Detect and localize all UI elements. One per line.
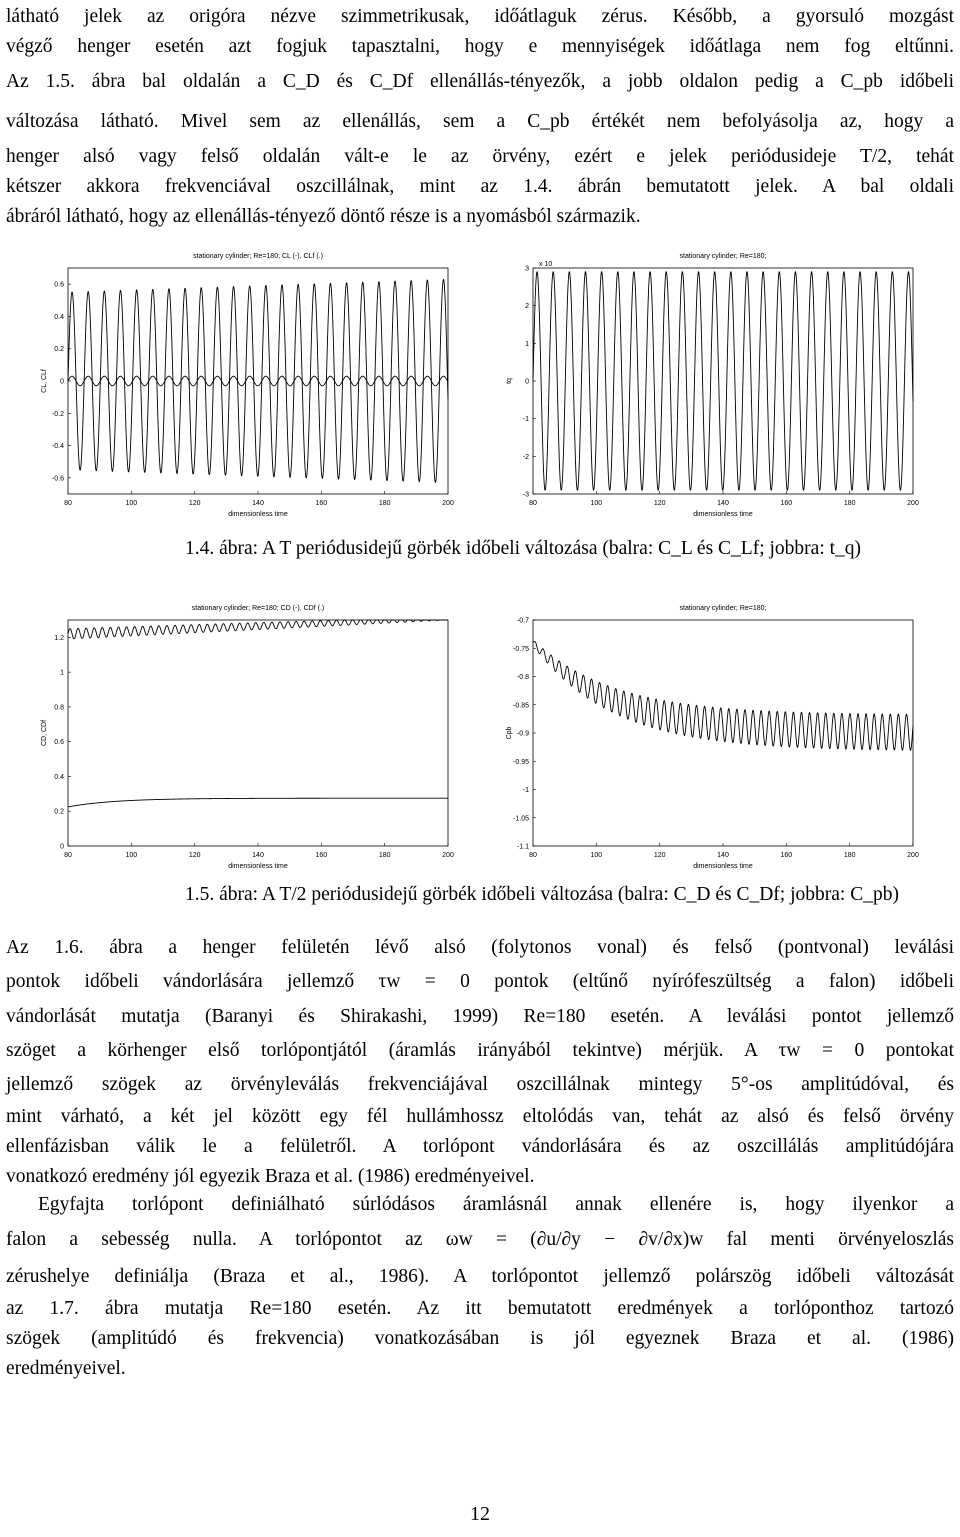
figure-1-4-caption: 1.4. ábra: A T periódusidejű görbék időbeli változása (balra: C_L és C_Lf; jobbra: t_q) (185, 538, 862, 559)
y-tick-label: -0.2 (51, 410, 64, 418)
body-paragraph-2 (6, 1190, 954, 1384)
x-tick-label: 100 (125, 852, 138, 859)
x-tick-label: 80 (529, 852, 537, 859)
y-tick-label: -1 (522, 787, 529, 794)
body-line-5: jellemző szögek az örvényleválás frekvenciájával oszcillálnak mintegy 5°-os amplitúdóval, és (6, 1074, 954, 1095)
y-tick-label: 0.4 (54, 773, 64, 781)
y-tick-label: 0 (60, 843, 64, 851)
y-axis-label: CL, CLf (41, 369, 48, 393)
body2-line-1: Egyfajta torlópont definiálható súrlódásos áramlásnál annak ellenére is, hogy ilyenkor a (38, 1194, 954, 1215)
x-tick-label: 180 (378, 500, 391, 507)
y-tick-label: -0.75 (513, 645, 529, 653)
x-tick-label: 160 (315, 852, 328, 859)
x-axis-label: dimensionless time (693, 511, 753, 518)
y-tick-label: 0 (60, 378, 64, 386)
series-line-CD (68, 620, 448, 639)
body2-line-3: zérushelye definiálja (Braza et al., 1986). A torlópontot jellemző polárszög időbeli változását (6, 1266, 954, 1287)
x-axis-label: dimensionless time (693, 863, 753, 870)
figure-1-5-caption: 1.5. ábra: A T/2 periódusidejű görbék időbeli változása (balra: C_D és C_Df; jobbra: C_pb) (185, 884, 899, 905)
plot-frame (68, 620, 448, 846)
chart-title: stationary cylinder; Re=180; CD (-), CDf (.) (191, 605, 325, 612)
body2-line-5: szögek (amplitúdó és frekvencia) vonatkozásában is jól egyeznek Braza et al. (1986) (6, 1328, 954, 1349)
body2-line-6: eredményeivel. (6, 1358, 126, 1379)
body2-line-4: az 1.7. ábra mutatja Re=180 esetén. Az itt bemutatott eredmények a torlóponthoz tartozó (6, 1298, 954, 1319)
x-tick-label: 180 (843, 852, 856, 859)
chart-cl-clf-svg (40, 240, 455, 525)
x-tick-label: 120 (653, 500, 666, 507)
x-tick-label: 180 (843, 500, 856, 507)
y-tick-label: 0.2 (54, 808, 64, 816)
body-line-3: vándorlását mutatja (Baranyi és Shirakashi, 1999) Re=180 esetén. A leválási pontot jellemző (6, 1006, 954, 1027)
y-tick-label: 0 (525, 378, 529, 386)
body-paragraph-1 (6, 932, 954, 1192)
body-line-7: ellenfázisban válik le a felületről. A torlópont vándorlására és az oszcillálás amplitúdójára (6, 1136, 954, 1157)
body-line-6: mint várható, a két jel között egy fél hullámhossz eltolódás van, tehát az alsó és felső örvény (6, 1106, 954, 1127)
y-tick-label: 0.4 (54, 313, 64, 321)
intro-line-3: Az 1.5. ábra bal oldalán a C_D és C_Df ellenállás-tényezők, a jobb oldalon pedig a C_pb időbeli (6, 71, 954, 92)
y-tick-label: 0.6 (54, 739, 64, 747)
x-tick-label: 160 (315, 500, 328, 507)
y-tick-label: 1 (525, 340, 529, 348)
x-tick-label: 80 (64, 500, 72, 507)
y-tick-label: 0.6 (54, 281, 64, 289)
x-tick-label: 100 (125, 500, 138, 507)
chart-cd-cdf (40, 592, 455, 877)
x-tick-label: 140 (252, 500, 264, 507)
x-axis-label: dimensionless time (228, 863, 288, 870)
x-tick-label: 120 (188, 500, 201, 507)
chart-tq (505, 240, 920, 525)
body2-line-2: falon a sebesség nulla. A torlópontot az ωw = (∂u/∂y − ∂v/∂x)w fal menti örvényeloszlás (6, 1229, 954, 1250)
y-tick-label: 0.8 (54, 704, 64, 712)
y-tick-label: 2 (525, 303, 529, 311)
y-axis-label: Cpb (506, 726, 513, 740)
y-tick-label: -0.9 (516, 730, 529, 738)
x-tick-label: 160 (780, 500, 793, 507)
chart-title: stationary cylinder; Re=180; CL (-), CLf (.) (193, 253, 323, 260)
intro-line-4: változása látható. Mivel sem az ellenállás, sem a C_pb értékét nem befolyásolja az, hogy a (6, 111, 954, 132)
y-tick-label: 1.2 (54, 634, 64, 642)
x-tick-label: 140 (717, 852, 729, 859)
body-line-8: vonatkozó eredmény jól egyezik Braza et al. (1986) eredményeivel. (6, 1166, 535, 1187)
chart-title: stationary cylinder; Re=180; (679, 253, 767, 260)
y-tick-label: 1 (60, 669, 64, 677)
body-line-2: pontok időbeli vándorlására jellemző τw = 0 pontok (eltűnő nyírófeszültség a falon) időbeli (6, 971, 954, 992)
chart-cl-clf (40, 240, 455, 525)
y-tick-label: -1.1 (516, 843, 529, 851)
chart-title: stationary cylinder; Re=180; (679, 605, 767, 612)
y-tick-label: -0.95 (513, 758, 529, 766)
y-axis-label: CD, CDf (41, 719, 48, 747)
x-tick-label: 200 (907, 500, 919, 507)
x-tick-label: 180 (378, 852, 391, 859)
y-tick-label: 0.2 (54, 346, 64, 354)
x-axis-label: dimensionless time (228, 511, 288, 518)
y-tick-label: -1.05 (513, 815, 529, 823)
intro-line-2: végző henger esetén azt fogjuk tapasztalni, hogy e mennyiségek időátlaga nem fog eltűnni. (6, 36, 954, 57)
y-tick-label: -0.8 (516, 674, 529, 681)
x-tick-label: 80 (64, 852, 72, 859)
intro-paragraph (6, 2, 954, 232)
x-tick-label: 140 (717, 500, 729, 507)
series-line-s0 (533, 272, 913, 490)
y-tick-label: -3 (522, 491, 529, 499)
x-tick-label: 100 (590, 500, 603, 507)
x-tick-label: 200 (442, 852, 454, 859)
page-number: 12 (470, 1503, 490, 1525)
series-line-s0 (533, 641, 913, 750)
chart-cpb (505, 592, 920, 877)
body-line-4: szöget a körhenger első torlópontjától (áramlás irányából tekintve) mérjük. A τw = 0 pontokat (6, 1040, 954, 1061)
y-tick-label: -0.6 (51, 475, 64, 483)
intro-line-6: kétszer akkora frekvenciával oszcillálnak, mint az 1.4. ábrán bemutatott jelek. A bal oldali (6, 176, 954, 197)
exponent-label: x 10 (539, 261, 553, 268)
x-tick-label: 100 (590, 852, 603, 859)
intro-line-7: ábráról látható, hogy az ellenállás-tényező döntő része is a nyomásból származik. (6, 206, 641, 227)
chart-tq-svg (505, 240, 920, 525)
intro-line-5: henger alsó vagy felső oldalán vált-e le az örvény, ezért e jelek periódusideje T/2, tehát (6, 146, 954, 167)
y-tick-label: 3 (525, 265, 529, 273)
y-tick-label: -0.7 (516, 617, 529, 625)
x-tick-label: 200 (907, 852, 919, 859)
y-tick-label: -0.4 (51, 443, 64, 451)
body-line-1: Az 1.6. ábra a henger felületén lévő alsó (folytonos vonal) és felső (pontvonal) leválási (6, 937, 954, 958)
y-tick-label: -0.85 (513, 702, 529, 710)
y-tick-label: -1 (522, 416, 529, 424)
x-tick-label: 120 (653, 852, 666, 859)
y-tick-label: -2 (522, 453, 529, 461)
x-tick-label: 120 (188, 852, 201, 859)
y-axis-label: tq (506, 378, 513, 384)
chart-cpb-svg (505, 592, 920, 877)
x-tick-label: 160 (780, 852, 793, 859)
x-tick-label: 200 (442, 500, 454, 507)
series-line-CDf (68, 798, 448, 807)
intro-line-1: látható jelek az origóra nézve szimmetrikusak, időátlaguk zérus. Később, a gyorsuló mozgást (6, 6, 954, 27)
chart-cd-cdf-svg (40, 592, 455, 877)
x-tick-label: 140 (252, 852, 264, 859)
x-tick-label: 80 (529, 500, 537, 507)
